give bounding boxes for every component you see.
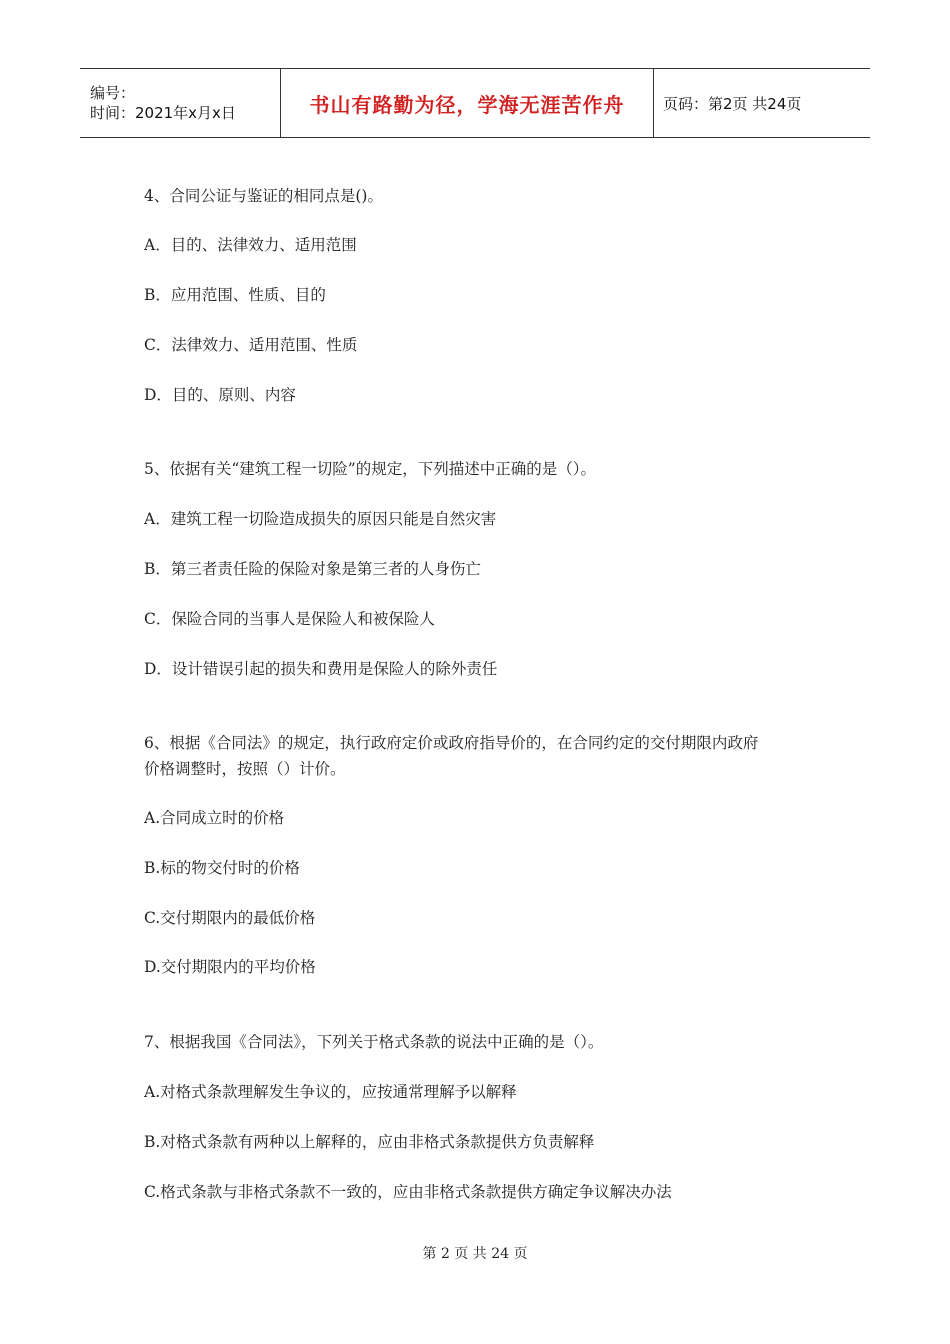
header-number-label: 编号： [90,84,136,102]
question-4-option-c: C．法律效力、适用范围、性质 [144,336,358,354]
question-5-option-d: D．设计错误引起的损失和费用是保险人的除外责任 [144,660,498,678]
header-time-label: 时间：2021年x月x日 [90,104,236,122]
question-5-option-a: A．建筑工程一切险造成损失的原因只能是自然灾害 [144,510,497,528]
header-left-cell [80,69,281,137]
question-7-option-b: B.对格式条款有两种以上解释的，应由非格式条款提供方负责解释 [144,1133,595,1151]
question-6-option-d: D.交付期限内的平均价格 [144,958,316,976]
question-4-option-b: B．应用范围、性质、目的 [144,286,326,304]
question-6-stem-line-2: 价格调整时，按照（）计价。 [144,760,346,778]
header-motto: 书山有路勤为径，学海无涯苦作舟 [281,69,654,137]
question-5-stem: 5、依据有关“建筑工程一切险”的规定，下列描述中正确的是（）。 [144,460,596,478]
page-footer: 第 2 页 共 24 页 [422,1246,528,1262]
question-5-option-c: C．保险合同的当事人是保险人和被保险人 [144,610,435,628]
question-4-option-a: A．目的、法律效力、适用范围 [144,236,357,254]
question-6-option-b: B.标的物交付时的价格 [144,859,300,877]
question-4-stem: 4、合同公证与鉴证的相同点是()。 [144,187,383,205]
question-6-option-c: C.交付期限内的最低价格 [144,909,316,927]
question-6-option-a: A.合同成立时的价格 [144,809,285,827]
question-5-option-b: B．第三者责任险的保险对象是第三者的人身伤亡 [144,560,481,578]
header-page-info: 页码：第2页 共24页 [663,94,802,113]
question-7-option-c: C.格式条款与非格式条款不一致的，应由非格式条款提供方确定争议解决办法 [144,1183,672,1201]
question-7-option-a: A.对格式条款理解发生争议的，应按通常理解予以解释 [144,1083,517,1101]
question-7-stem: 7、根据我国《合同法》，下列关于格式条款的说法中正确的是（）。 [144,1033,604,1051]
question-6-stem-line-1: 6、根据《合同法》的规定，执行政府定价或政府指导价的，在合同约定的交付期限内政府 [144,734,759,752]
page-header [80,68,870,138]
question-4-option-d: D．目的、原则、内容 [144,386,296,404]
